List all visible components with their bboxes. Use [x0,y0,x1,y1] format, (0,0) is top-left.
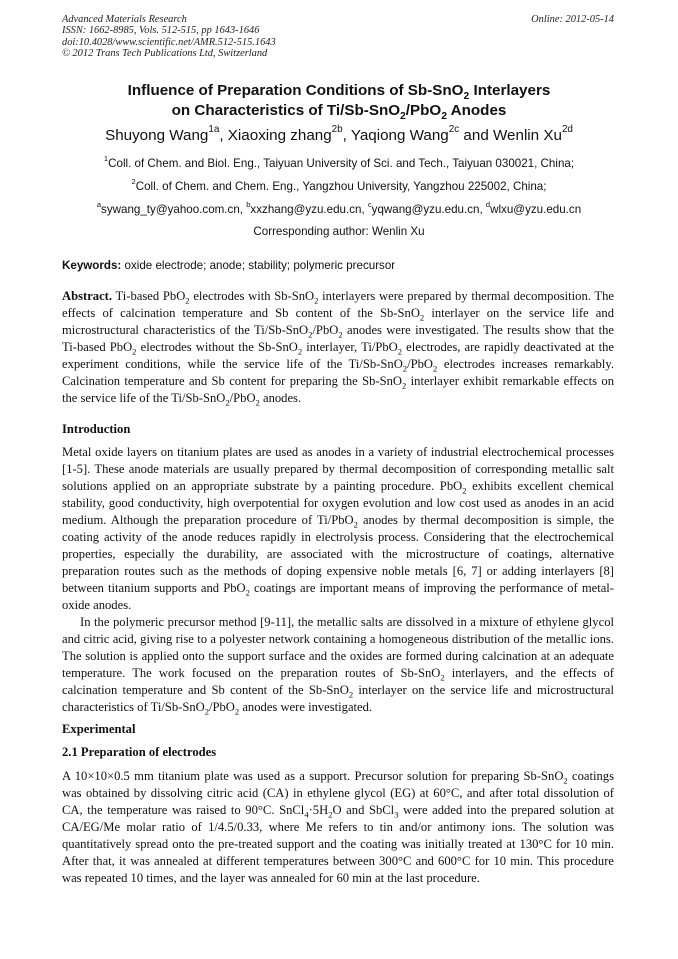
affiliation-1: $^1$Coll. of Chem. and Biol. Eng., Taiyuan University of Sci. and Tech., Taiyuan 030021, China; [103,154,575,170]
abstract: Abstract. Ti-based PbO$_2$ electrodes with Sb-SnO$_2$ interlayers were prepared by thermal decomposition. The effects of calcination temperature and Sb content of the Sb-SnO$_2$ interlayer on the service life and microstructural characteristics of the Ti/Sb-SnO$_2$/PbO$_2$ anodes were investigated. The results show that the Ti-based PbO$_2$ electrodes without the Sb-SnO$_2$ interlayer, Ti/PbO$_2$ electrodes, are rapidly deactivated at the experiment conditions, while the service life of the Ti/Sb-SnO$_2$/PbO$_2$ electrodes increases remarkably. Calcination temperature and Sb content for preparing the Sb-SnO$_2$ interlayer exhibit remarkable effects on the service life of the Ti/Sb-SnO$_2$/PbO$_2$ anodes. [62,289,614,408]
title-line-2: on Characteristics of Ti/Sb-SnO$_2$/PbO$_2$ Anodes [171,102,507,123]
experimental-paragraph: A 10×10×0.5 mm titanium plate was used as a support. Precursor solution for preparing Sb-SnO$_2$ coatings was obtained by dissolving citric acid (CA) in ethylene glycol (EG) at 60°C, and after total dissolution of CA, the temperature was raised to 90°C. $SnCl_4\cdot 5H_2O$ and SbCl$_3$ were added into the prepared solution at CA/EG/Me molar ratio of 1/4.5/0.33, where Me refers to tin and/or antimony ions. The solution was quantitatively spread onto the pre-treated support and the coating was initially treated at 130°C for 10 min. After that, it was annealed at different temperatures between 300°C and 600°C for 10 min. This procedure was repeated 10 times, and the layer was annealed for 60 min at the last procedure. [62,769,615,885]
copyright-line: © 2012 Trans Tech Publications Ltd, Switzerland [62,47,268,59]
affiliation-2: $^2$Coll. of Chem. and Chem. Eng., Yangzhou University, Yangzhou 225002, China; [131,177,547,193]
email-link: wlxu@yzu.edu.cn [490,203,582,216]
corresponding-author: Corresponding author: Wenlin Xu [253,225,425,238]
email-link: xxzhang@yzu.edu.cn, [250,203,368,216]
introduction-heading: Introduction [62,422,131,436]
issn-line: ISSN: 1662-8985, Vols. 512-515, pp 1643-1646 [62,25,260,37]
title-line-1: Influence of Preparation Conditions of Sb-SnO$_2$ Interlayers [127,82,551,103]
email-link: sywang_ty@yahoo.com.cn, [101,203,247,216]
subsection-heading: 2.1 Preparation of electrodes [62,745,217,759]
author-name: Xiaoxing zhang [227,127,332,144]
author-name: Wenlin Xu [492,127,562,144]
experimental-heading: Experimental [62,722,136,736]
email-list: $^a$sywang_ty@yahoo.com.cn, $^b$xxzhang@yzu.edu.cn, $^c$yqwang@yzu.edu.cn, $^d$wlxu@yzu.edu.cn [96,200,582,216]
journal-name: Advanced Materials Research [62,14,187,25]
email-link: yqwang@yzu.edu.cn, [371,203,486,216]
author-name: Shuyong Wang [105,127,209,144]
paper-title [40,81,638,121]
online-date: Online: 2012-05-14 [531,14,614,25]
doi-line: doi:10.4028/www.scientific.net/AMR.512-515.1643 [62,36,276,48]
introduction-body [62,444,614,716]
intro-paragraph-2: In the polymeric precursor method [9-11], the metallic salts are dissolved in a mixture of ethylene glycol and citric acid, giving rise to a polyester network containing a homogeneous distribution of the metallic ions. The solution is applied onto the support surface and the oxides are formed during calcination at an adequate temperature. The work focused on the preparation routes of Sb-SnO$_2$ interlayers, and the effects of calcination temperature and Sb content of the Sb-SnO$_2$ interlayer on the service life and microstructural characteristics of Ti/Sb-SnO$_2$/PbO$_2$ anodes were investigated. [62,615,614,717]
author-name: Yaqiong Wang [350,127,449,144]
keywords-label: Keywords: [62,259,122,272]
keywords: Keywords: oxide electrode; anode; stability; polymeric precursor [62,259,396,272]
intro-paragraph-1: Metal oxide layers on titanium plates are used as anodes in a variety of industrial electrochemical processes [1-5]. These anode materials are usually prepared by thermal decomposition of corresponding metallic salt solutions applied on an appropriate substrate by a painting procedure. PbO$_2$ exhibits excellent chemical stability, good conductivity, high overpotential for oxygen evolution and low cost used as anodes in an acid medium. Although the preparation procedure of Ti/PbO$_2$ anodes by thermal decomposition is simple, the coating activity of the anode reduces rapidly in electrolysis process. Considering that the electrochemical properties, especially the durability, are associated with the microstructure of coatings, alternative preparation routes such as the methods of doping expensive noble metals [6, 7] or adding interlayers [8] between titanium supports and PbO$_2$ coatings are important means of improving the performance of metal-oxide anodes. [62,445,614,612]
journal-header [62,14,422,59]
abstract-label: Abstract. [62,289,113,303]
author-list: Shuyong Wang$^{1a}$, Xiaoxing zhang$^{2b}$, Yaqiong Wang$^{2c}$ and Wenlin $Xu^{2d}$ [105,124,573,144]
